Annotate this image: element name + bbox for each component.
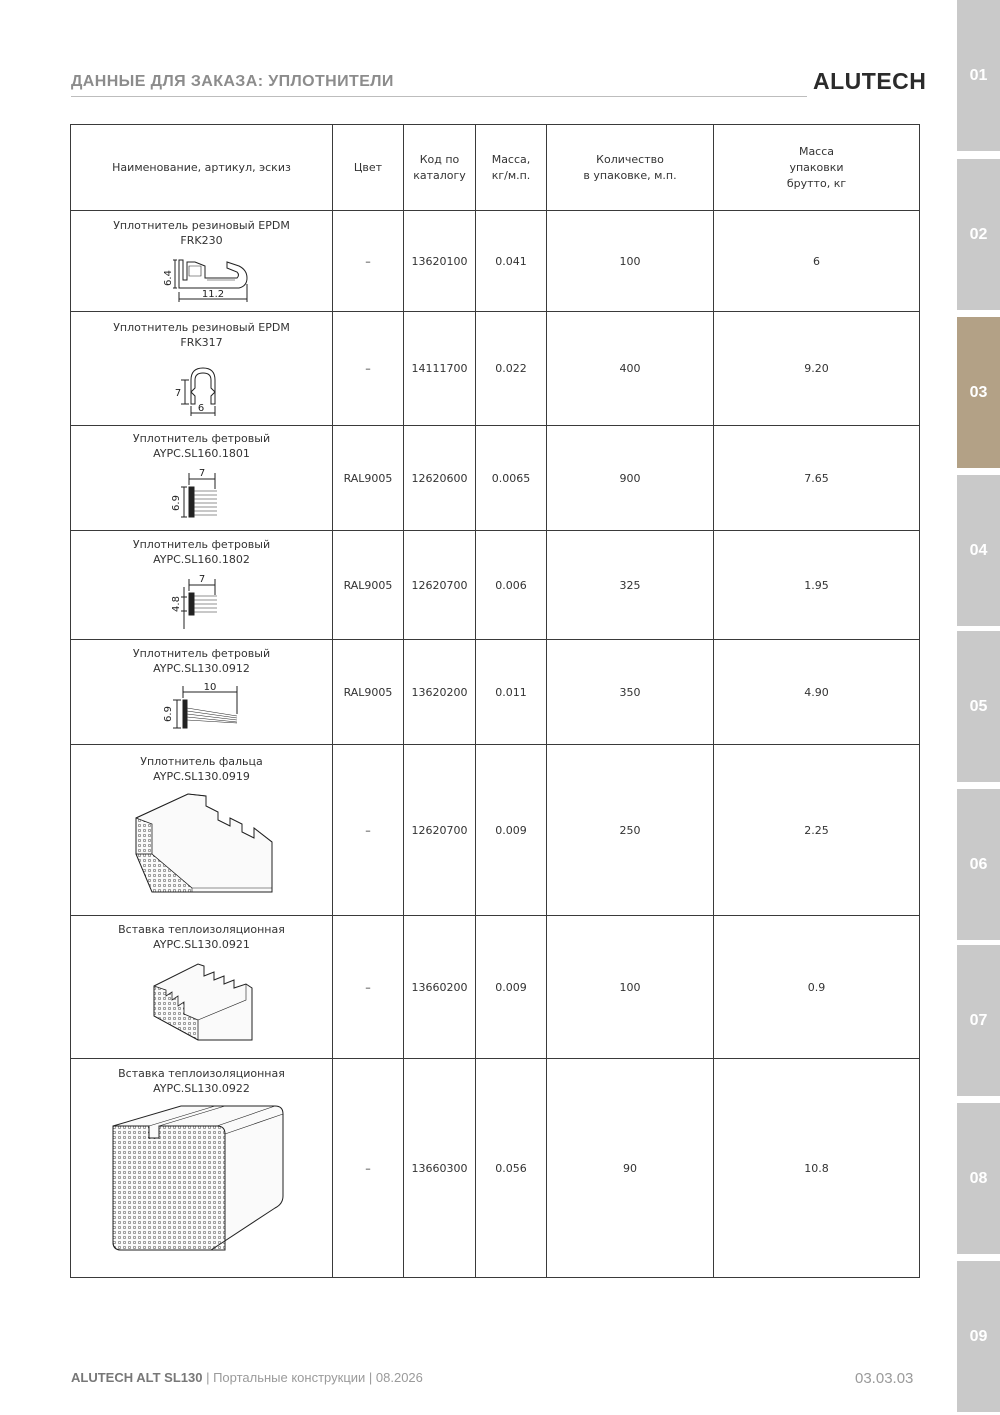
- table-row: [71, 312, 920, 426]
- cell-mass: 0.0065: [476, 426, 547, 531]
- cell-color: –: [333, 745, 404, 916]
- header-gross-line-2: упаковки: [789, 160, 844, 174]
- tab-04[interactable]: 04: [957, 475, 1000, 626]
- cell-gross: 1.95: [714, 531, 920, 640]
- cell-qty: 90: [547, 1059, 714, 1278]
- dimension-label: 11.2: [201, 289, 224, 300]
- cell-gross: 9.20: [714, 312, 920, 426]
- cell-mass: 0.006: [476, 531, 547, 640]
- rebate-seal-sketch-icon: [122, 788, 282, 906]
- cell-mass: 0.041: [476, 211, 547, 312]
- cell-code: 12620700: [404, 745, 476, 916]
- tab-07[interactable]: 07: [957, 945, 1000, 1096]
- product-name: Вставка теплоизоляционная: [118, 923, 285, 936]
- cell-color: RAL9005: [333, 640, 404, 745]
- cell-mass: 0.056: [476, 1059, 547, 1278]
- cell-color: RAL9005: [333, 426, 404, 531]
- table-row: [71, 1059, 920, 1278]
- cell-name: [71, 312, 333, 426]
- page-header: [71, 70, 807, 97]
- cell-mass: 0.009: [476, 745, 547, 916]
- header-code-line-2: каталогу: [413, 168, 466, 182]
- tab-01[interactable]: 01: [957, 0, 1000, 151]
- felt-seal-sketch-icon: [157, 571, 247, 633]
- table-row: [71, 916, 920, 1059]
- cell-code: 13660300: [404, 1059, 476, 1278]
- tab-03[interactable]: 03: [957, 317, 1000, 468]
- product-name: Уплотнитель фетровый: [132, 538, 271, 551]
- insulation-insert-sketch-icon: [142, 956, 262, 1052]
- cell-color: –: [333, 211, 404, 312]
- dimension-label: 6.9: [170, 495, 182, 511]
- cell-qty: 900: [547, 426, 714, 531]
- tab-09[interactable]: 09: [957, 1261, 1000, 1412]
- header-gross-line-1: Масса: [798, 144, 835, 158]
- cell-mass: 0.022: [476, 312, 547, 426]
- cell-qty: 325: [547, 531, 714, 640]
- cell-code: 12620700: [404, 531, 476, 640]
- cell-gross: 0.9: [714, 916, 920, 1059]
- footer-info: [71, 1370, 423, 1385]
- table-row: [71, 640, 920, 745]
- felt-seal-sketch-icon: [147, 680, 257, 738]
- product-article: AYPC.SL160.1801: [153, 447, 250, 460]
- product-article: AYPC.SL130.0922: [153, 1082, 250, 1095]
- section-tabs: [957, 0, 1000, 1415]
- product-article: AYPC.SL130.0912: [153, 662, 250, 675]
- cell-name: [71, 211, 333, 312]
- product-name: Уплотнитель фальца: [140, 755, 263, 768]
- cell-color: –: [333, 1059, 404, 1278]
- rubber-seal-sketch-icon: [157, 354, 247, 418]
- table-row: [71, 531, 920, 640]
- cell-mass: 0.011: [476, 640, 547, 745]
- table-row: [71, 745, 920, 916]
- product-name: Уплотнитель резиновый EPDM: [113, 320, 290, 334]
- header-color: Цвет: [333, 125, 404, 211]
- cell-gross: 6: [714, 211, 920, 312]
- dimension-label: 6.4: [162, 270, 174, 286]
- tab-08[interactable]: 08: [957, 1103, 1000, 1254]
- header-qty-line-2: в упаковке, м.п.: [583, 168, 677, 182]
- cell-name: [71, 640, 333, 745]
- product-article: AYPC.SL160.1802: [153, 553, 250, 566]
- felt-seal-sketch-icon: [157, 465, 247, 525]
- order-data-table: [70, 124, 920, 1278]
- dimension-label: 7: [198, 574, 205, 585]
- header-code: [404, 125, 476, 211]
- cell-name: [71, 1059, 333, 1278]
- header-mass-line-1: Масса,: [491, 152, 531, 166]
- header-mass-line-2: кг/м.п.: [491, 168, 531, 182]
- product-article: AYPC.SL130.0921: [153, 938, 250, 951]
- cell-color: –: [333, 312, 404, 426]
- product-name: Уплотнитель фетровый: [132, 432, 271, 445]
- footer-text: | Портальные конструкции | 08.2026: [202, 1370, 423, 1385]
- footer-brand: ALUTECH ALT SL130: [71, 1370, 203, 1385]
- page-title: ДАННЫЕ ДЛЯ ЗАКАЗА: УПЛОТНИТЕЛИ: [71, 73, 394, 90]
- product-name: Уплотнитель резиновый EPDM: [113, 219, 290, 232]
- cell-name: [71, 531, 333, 640]
- cell-code: 12620600: [404, 426, 476, 531]
- header-name: Наименование, артикул, эскиз: [71, 125, 333, 211]
- product-name: Уплотнитель фетровый: [132, 647, 271, 660]
- product-name: Вставка теплоизоляционная: [118, 1067, 285, 1080]
- rubber-seal-sketch-icon: [147, 252, 257, 304]
- product-article: FRK230: [180, 234, 223, 247]
- table-row: [71, 211, 920, 312]
- table-header-row: [71, 125, 920, 211]
- header-gross-line-3: брутто, кг: [786, 176, 847, 190]
- cell-qty: 400: [547, 312, 714, 426]
- cell-qty: 100: [547, 211, 714, 312]
- header-qty-line-1: Количество: [596, 152, 664, 166]
- cell-code: 13620200: [404, 640, 476, 745]
- cell-name: [71, 426, 333, 531]
- cell-qty: 250: [547, 745, 714, 916]
- dimension-label: 6: [197, 402, 204, 414]
- dimension-label: 7: [198, 468, 205, 479]
- header-mass: [476, 125, 547, 211]
- cell-gross: 7.65: [714, 426, 920, 531]
- tab-06[interactable]: 06: [957, 789, 1000, 940]
- cell-mass: 0.009: [476, 916, 547, 1059]
- cell-qty: 100: [547, 916, 714, 1059]
- dimension-label: 4.8: [170, 596, 182, 612]
- cell-name: [71, 916, 333, 1059]
- dimension-label: 7: [174, 387, 181, 399]
- cell-color: –: [333, 916, 404, 1059]
- insulation-block-sketch-icon: [107, 1100, 297, 1270]
- product-article: FRK317: [180, 335, 223, 349]
- dimension-label: 6.9: [162, 706, 174, 722]
- cell-name: [71, 745, 333, 916]
- cell-qty: 350: [547, 640, 714, 745]
- cell-gross: 2.25: [714, 745, 920, 916]
- dimension-label: 10: [203, 682, 216, 693]
- page-number: 03.03.03: [855, 1370, 914, 1387]
- tab-05[interactable]: 05: [957, 631, 1000, 782]
- cell-gross: 4.90: [714, 640, 920, 745]
- table-row: [71, 426, 920, 531]
- product-article: AYPC.SL130.0919: [153, 770, 250, 783]
- cell-code: 13620100: [404, 211, 476, 312]
- header-code-line-1: Код по: [419, 152, 460, 166]
- header-gross: [714, 125, 920, 211]
- cell-color: RAL9005: [333, 531, 404, 640]
- tab-02[interactable]: 02: [957, 159, 1000, 310]
- header-qty: [547, 125, 714, 211]
- cell-code: 14111700: [404, 312, 476, 426]
- cell-code: 13660200: [404, 916, 476, 1059]
- brand-logo: ALUTECH: [813, 68, 927, 94]
- cell-gross: 10.8: [714, 1059, 920, 1278]
